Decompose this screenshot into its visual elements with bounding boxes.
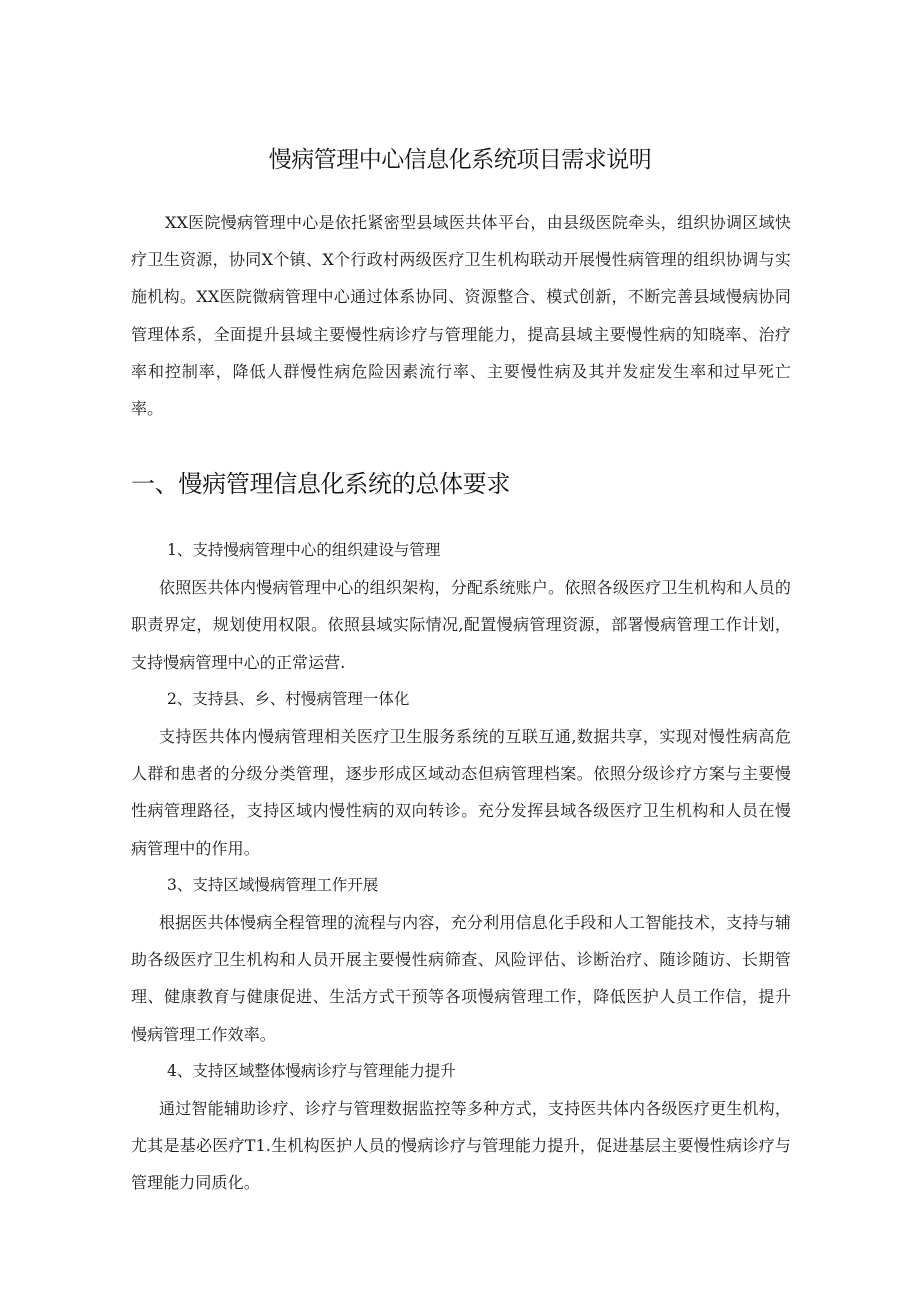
requirement-heading-2: 2、支持县、乡、村慢病管理一体化 — [167, 689, 410, 708]
document-title: 慢病管理中心信息化系统项目需求说明 — [268, 147, 652, 173]
section-heading: 一、慢病管理信息化系统的总体要求 — [131, 470, 511, 498]
requirement-body-1: 依照医共体内慢病管理中心的组织架构，分配系统账户。依照各级医疗卫生机构和人员的职责界定，规划使用权限。依照县域实际情况,配置慢病管理资源，部署慢病管理工作计划，支持慢病管理中心的正常运营. — [131, 578, 791, 672]
intro-paragraph: XX医院慢病管理中心是依托紧密型县域医共体平台，由县级医院牵头，组织协调区域快疗卫生资源，协同X个镇、X个行政村两级医疗卫生机构联动开展慢性病管理的组织协调与实施机构。XX医院微病管理中心通过体系协同、资源整合、模式创新，不断完善县域慢病协同管理体系，全面提升县域主要慢性病诊疗与管理能力，提高县域主要慢性病的知晓率、治疗率和控制率，降低人群慢性病危险因素流行率、主要慢性病及其并发症发生率和过早死亡率。 — [131, 213, 791, 419]
requirement-list — [131, 532, 791, 1202]
requirement-body-4: 通过智能辅助诊疗、诊疗与管理数据监控等多种方式，支持医共体内各级医疗更生机构，尤其是基必医疗T1.生机构医护人员的慢病诊疗与管理能力提升，促进基层主要慢性病诊疗与管理能力同质化。 — [131, 1099, 791, 1193]
requirement-heading-1: 1、支持慢病管理中心的组织建设与管理 — [167, 541, 441, 559]
requirement-heading-3: 3、支持区域慢病管理工作开展 — [167, 875, 379, 894]
requirement-heading-4: 4、支持区域整体慢病诊疗与管理能力提升 — [167, 1061, 456, 1080]
requirement-body-3: 根据医共体慢病全程管理的流程与内容，充分利用信息化手段和人工智能技术，支持与辅助各级医疗卫生机构和人员开展主要慢性病筛查、风险评估、诊断治疗、随诊随访、长期管理、健康教育与健康促进、生活方式干预等各项慢病管理工作，降低医护人员工作信，提升慢病管理工作效率。 — [131, 913, 791, 1044]
requirement-body-2: 支持医共体内慢病管理相关医疗卫生服务系统的互联互通,数据共享，实现对慢性病高危人群和患者的分级分类管理，逐步形成区域动态但病管理档案。依照分级诊疗方案与主要慢性病管理路径，支持区域内慢性病的双向转诊。充分发挥县域各级医疗卫生机构和人员在慢病管理中的作用。 — [131, 727, 791, 858]
